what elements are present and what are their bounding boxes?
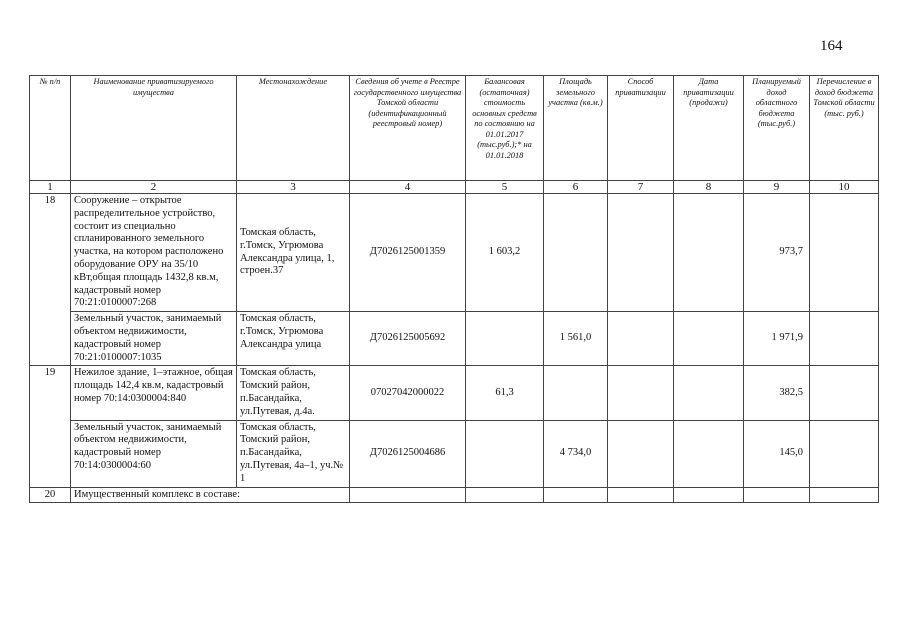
- land-area: 1 561,0: [544, 312, 608, 366]
- property-location: Томская область, Томский район, п.Басандайка, ул.Путевая, д.4а.: [237, 366, 350, 420]
- planned-income: 973,7: [744, 194, 810, 312]
- property-name: Земельный участок, занимаемый объектом недвижимости, кадастровый номер 70:21:0100007:1035: [71, 312, 237, 366]
- balance-value: 1 603,2: [466, 194, 544, 312]
- empty-cell: [544, 487, 608, 503]
- budget-transfer: [810, 420, 879, 487]
- empty-cell: [674, 487, 744, 503]
- registry-number: Д7026125005692: [350, 312, 466, 366]
- header-cell: № п/п: [30, 76, 71, 181]
- page-number: 164: [820, 38, 843, 54]
- column-number-row: [30, 181, 879, 194]
- land-area: [544, 194, 608, 312]
- row-number: 20: [30, 487, 71, 503]
- privatization-method: [608, 194, 674, 312]
- table-row: [30, 312, 879, 366]
- privatization-method: [608, 366, 674, 420]
- budget-transfer: [810, 312, 879, 366]
- empty-cell: [466, 487, 544, 503]
- planned-income: 1 971,9: [744, 312, 810, 366]
- header-cell: Сведения об учете в Реестре государственного имущества Томской области (идентификационный реестровый номер): [350, 76, 466, 181]
- privatization-date: [674, 312, 744, 366]
- privatization-table: [29, 75, 879, 503]
- planned-income: 145,0: [744, 420, 810, 487]
- land-area: [544, 366, 608, 420]
- column-number: 2: [71, 181, 237, 194]
- column-number: 5: [466, 181, 544, 194]
- column-number: 1: [30, 181, 71, 194]
- column-number: 3: [237, 181, 350, 194]
- row-number: 19: [30, 366, 71, 487]
- table-row: [30, 420, 879, 487]
- registry-number: 07027042000022: [350, 366, 466, 420]
- privatization-method: [608, 420, 674, 487]
- empty-cell: [608, 487, 674, 503]
- header-cell: Дата приватизации (продажи): [674, 76, 744, 181]
- header-cell: Балансовая (остаточная) стоимость основных средств по состоянию на 01.01.2017 (тыс.руб.);* на 01.01.2018: [466, 76, 544, 181]
- column-number: 4: [350, 181, 466, 194]
- property-group-title: Имущественный комплекс в составе:: [71, 487, 350, 503]
- column-number: 10: [810, 181, 879, 194]
- planned-income: 382,5: [744, 366, 810, 420]
- privatization-date: [674, 194, 744, 312]
- registry-number: Д7026125004686: [350, 420, 466, 487]
- table-row: [30, 366, 879, 420]
- header-cell: Способ приватизации: [608, 76, 674, 181]
- table-row: [30, 487, 879, 503]
- privatization-date: [674, 366, 744, 420]
- property-name: Земельный участок, занимаемый объектом недвижимости, кадастровый номер 70:14:0300004:60: [71, 420, 237, 487]
- land-area: 4 734,0: [544, 420, 608, 487]
- property-location: Томская область, Томский район, п.Басандайка, ул.Путевая, 4а–1, уч.№ 1: [237, 420, 350, 487]
- row-number: 18: [30, 194, 71, 366]
- header-cell: Местонахождение: [237, 76, 350, 181]
- balance-value: 61,3: [466, 366, 544, 420]
- column-number: 8: [674, 181, 744, 194]
- column-number: 6: [544, 181, 608, 194]
- table-header-row: [30, 76, 879, 181]
- property-location: Томская область, г.Томск, Угрюмова Александра улица: [237, 312, 350, 366]
- balance-value: [466, 420, 544, 487]
- privatization-date: [674, 420, 744, 487]
- budget-transfer: [810, 366, 879, 420]
- property-name: Сооружение – открытое распределительное устройство, состоит из специально спланированного земельного участка, на котором расположено оборудование ОРУ на 35/10 кВт,общая площадь 1432,8 кв.м, кадастровый номер 70:21:0100007:268: [71, 194, 237, 312]
- empty-cell: [350, 487, 466, 503]
- header-cell: Планируемый доход областного бюджета (тыс.руб.): [744, 76, 810, 181]
- balance-value: [466, 312, 544, 366]
- header-cell: Площадь земельного участка (кв.м.): [544, 76, 608, 181]
- header-cell: Наименование приватизируемого имущества: [71, 76, 237, 181]
- column-number: 7: [608, 181, 674, 194]
- header-cell: Перечисление в доход бюджета Томской области (тыс. руб.): [810, 76, 879, 181]
- property-location: Томская область, г.Томск, Угрюмова Александра улица, 1, строен.37: [237, 194, 350, 312]
- empty-cell: [810, 487, 879, 503]
- privatization-method: [608, 312, 674, 366]
- property-name: Нежилое здание, 1–этажное, общая площадь 142,4 кв.м, кадастровый номер 70:14:0300004:840: [71, 366, 237, 420]
- budget-transfer: [810, 194, 879, 312]
- empty-cell: [744, 487, 810, 503]
- registry-number: Д7026125001359: [350, 194, 466, 312]
- column-number: 9: [744, 181, 810, 194]
- table-row: [30, 194, 879, 312]
